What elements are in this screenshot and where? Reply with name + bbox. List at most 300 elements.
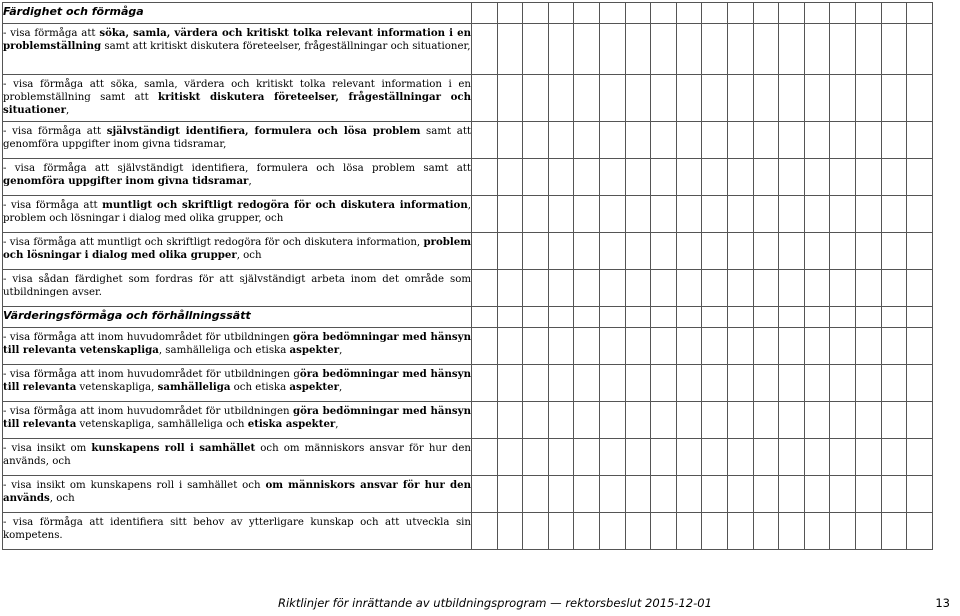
checkbox-cell[interactable]	[548, 270, 574, 307]
checkbox-cell[interactable]	[676, 233, 702, 270]
checkbox-cell[interactable]	[881, 476, 907, 513]
checkbox-cell[interactable]	[625, 307, 651, 328]
checkbox-cell[interactable]	[651, 307, 677, 328]
checkbox-cell[interactable]	[907, 233, 933, 270]
checkbox-cell[interactable]	[830, 402, 856, 439]
checkbox-cell[interactable]	[523, 270, 549, 307]
checkbox-cell[interactable]	[574, 75, 600, 122]
checkbox-cell[interactable]	[625, 75, 651, 122]
checkbox-cell[interactable]	[753, 307, 779, 328]
criterion-cell	[3, 270, 472, 307]
checkbox-cell[interactable]	[599, 307, 625, 328]
checkbox-cell[interactable]	[881, 307, 907, 328]
checkbox-cell[interactable]	[574, 196, 600, 233]
checkbox-cell[interactable]	[523, 513, 549, 550]
checkbox-cell[interactable]	[574, 24, 600, 75]
checkbox-cell[interactable]	[804, 122, 830, 159]
checkbox-cell[interactable]	[548, 159, 574, 196]
checkbox-cell[interactable]	[779, 402, 805, 439]
checkbox-cell[interactable]	[625, 3, 651, 24]
checkbox-cell[interactable]	[472, 196, 498, 233]
plain-text: - visa förmåga att	[3, 28, 100, 39]
checkbox-cell[interactable]	[472, 3, 498, 24]
checkbox-cell[interactable]	[574, 233, 600, 270]
checkbox-cell[interactable]	[804, 513, 830, 550]
criterion-cell	[3, 328, 472, 365]
checkbox-cell[interactable]	[830, 159, 856, 196]
checkbox-cell[interactable]	[753, 122, 779, 159]
plain-text: - visa förmåga att muntligt och skriftligt redogöra för och diskutera information,	[3, 237, 424, 248]
checkbox-cell[interactable]	[702, 328, 728, 365]
checkbox-cell[interactable]	[574, 365, 600, 402]
checkbox-cell[interactable]	[497, 307, 523, 328]
checkbox-cell[interactable]	[625, 328, 651, 365]
checkbox-cell[interactable]	[651, 196, 677, 233]
checkbox-cell[interactable]	[523, 402, 549, 439]
checkbox-cell[interactable]	[804, 328, 830, 365]
checkbox-cell[interactable]	[599, 233, 625, 270]
checkbox-cell[interactable]	[523, 75, 549, 122]
checkbox-cell[interactable]	[702, 270, 728, 307]
checkbox-cell[interactable]	[779, 439, 805, 476]
checkbox-cell[interactable]	[907, 513, 933, 550]
checkbox-cell[interactable]	[727, 3, 753, 24]
checkbox-cell[interactable]	[523, 233, 549, 270]
checkbox-cell[interactable]	[855, 328, 881, 365]
section-heading-cell	[3, 307, 472, 328]
checkbox-cell[interactable]	[753, 402, 779, 439]
checkbox-cell[interactable]	[574, 402, 600, 439]
emphasis-text: muntligt och skriftligt redogöra för och diskutera information	[102, 199, 468, 211]
checkbox-cell[interactable]	[727, 476, 753, 513]
checkbox-cell[interactable]	[727, 233, 753, 270]
checkbox-cell[interactable]	[804, 402, 830, 439]
checkbox-cell[interactable]	[651, 476, 677, 513]
checkbox-cell[interactable]	[676, 328, 702, 365]
checkbox-cell[interactable]	[599, 24, 625, 75]
checkbox-cell[interactable]	[753, 328, 779, 365]
checkbox-cell[interactable]	[497, 75, 523, 122]
checkbox-cell[interactable]	[881, 3, 907, 24]
checkbox-cell[interactable]	[753, 270, 779, 307]
checkbox-cell[interactable]	[907, 122, 933, 159]
checkbox-cell[interactable]	[779, 307, 805, 328]
checkbox-cell[interactable]	[523, 196, 549, 233]
checkbox-cell[interactable]	[881, 233, 907, 270]
checkbox-cell[interactable]	[625, 270, 651, 307]
checkbox-cell[interactable]	[804, 307, 830, 328]
checkbox-cell[interactable]	[676, 122, 702, 159]
checkbox-cell[interactable]	[651, 3, 677, 24]
checkbox-cell[interactable]	[548, 233, 574, 270]
checkbox-cell[interactable]	[727, 159, 753, 196]
checkbox-cell[interactable]	[676, 159, 702, 196]
checkbox-cell[interactable]	[497, 159, 523, 196]
checkbox-cell[interactable]	[779, 196, 805, 233]
checkbox-cell[interactable]	[727, 513, 753, 550]
criterion-cell	[3, 365, 472, 402]
checkbox-cell[interactable]	[727, 196, 753, 233]
checkbox-cell[interactable]	[472, 122, 498, 159]
checkbox-cell[interactable]	[804, 75, 830, 122]
checkbox-cell[interactable]	[472, 307, 498, 328]
checkbox-cell[interactable]	[676, 24, 702, 75]
checkbox-cell[interactable]	[625, 476, 651, 513]
checkbox-cell[interactable]	[599, 328, 625, 365]
checkbox-cell[interactable]	[855, 439, 881, 476]
checkbox-cell[interactable]	[830, 476, 856, 513]
checkbox-cell[interactable]	[497, 122, 523, 159]
checkbox-cell[interactable]	[907, 402, 933, 439]
checkbox-cell[interactable]	[625, 24, 651, 75]
plain-text: vetenskapliga,	[76, 382, 158, 393]
checkbox-cell[interactable]	[625, 513, 651, 550]
checkbox-cell[interactable]	[753, 3, 779, 24]
checkbox-cell[interactable]	[651, 233, 677, 270]
checkbox-cell[interactable]	[574, 122, 600, 159]
checkbox-cell[interactable]	[727, 75, 753, 122]
checkbox-cell[interactable]	[907, 365, 933, 402]
checkbox-cell[interactable]	[855, 3, 881, 24]
criterion-text	[3, 196, 471, 229]
checkbox-cell[interactable]	[497, 439, 523, 476]
checkbox-cell[interactable]	[830, 328, 856, 365]
checkbox-cell[interactable]	[881, 439, 907, 476]
checkbox-cell[interactable]	[907, 3, 933, 24]
checkbox-cell[interactable]	[472, 270, 498, 307]
plain-text: , problem och lösningar i dialog med olika grupper, och	[3, 200, 471, 224]
checkbox-cell[interactable]	[548, 307, 574, 328]
checkbox-cell[interactable]	[855, 159, 881, 196]
checkbox-cell[interactable]	[523, 24, 549, 75]
checkbox-cell[interactable]	[804, 439, 830, 476]
checkbox-cell[interactable]	[907, 196, 933, 233]
checkbox-cell[interactable]	[753, 365, 779, 402]
checkbox-cell[interactable]	[753, 75, 779, 122]
checkbox-cell[interactable]	[779, 3, 805, 24]
plain-text: , och	[236, 250, 262, 261]
checkbox-cell[interactable]	[830, 365, 856, 402]
checkbox-cell[interactable]	[855, 196, 881, 233]
checkbox-cell[interactable]	[676, 270, 702, 307]
checkbox-cell[interactable]	[548, 24, 574, 75]
checkbox-cell[interactable]	[548, 3, 574, 24]
checkbox-cell[interactable]	[472, 75, 498, 122]
checkbox-cell[interactable]	[830, 75, 856, 122]
checkbox-cell[interactable]	[702, 233, 728, 270]
checkbox-cell[interactable]	[651, 75, 677, 122]
checkbox-cell[interactable]	[625, 196, 651, 233]
checkbox-cell[interactable]	[779, 233, 805, 270]
checkbox-cell[interactable]	[881, 196, 907, 233]
checkbox-cell[interactable]	[702, 513, 728, 550]
checkbox-cell[interactable]	[497, 233, 523, 270]
section-heading-row	[3, 3, 933, 24]
checkbox-cell[interactable]	[779, 365, 805, 402]
checkbox-cell[interactable]	[753, 439, 779, 476]
checkbox-cell[interactable]	[676, 439, 702, 476]
checkbox-cell[interactable]	[651, 513, 677, 550]
checkbox-cell[interactable]	[574, 159, 600, 196]
checkbox-cell[interactable]	[625, 122, 651, 159]
checkbox-cell[interactable]	[625, 365, 651, 402]
criterion-row	[3, 402, 933, 439]
checkbox-cell[interactable]	[574, 270, 600, 307]
checkbox-cell[interactable]	[472, 513, 498, 550]
checkbox-cell[interactable]	[676, 75, 702, 122]
checkbox-cell[interactable]	[907, 75, 933, 122]
checkbox-cell[interactable]	[599, 476, 625, 513]
checkbox-cell[interactable]	[779, 513, 805, 550]
emphasis-text: söka, samla, värdera och kritiskt tolka relevant information i en problemställning	[3, 27, 471, 52]
checkbox-cell[interactable]	[702, 476, 728, 513]
checkbox-cell[interactable]	[702, 365, 728, 402]
checkbox-cell[interactable]	[676, 196, 702, 233]
checkbox-cell[interactable]	[753, 159, 779, 196]
checkbox-cell[interactable]	[702, 307, 728, 328]
checkbox-cell[interactable]	[855, 476, 881, 513]
checkbox-cell[interactable]	[907, 270, 933, 307]
checkbox-cell[interactable]	[804, 3, 830, 24]
checkbox-cell[interactable]	[651, 328, 677, 365]
checkbox-cell[interactable]	[855, 24, 881, 75]
checkbox-cell[interactable]	[855, 270, 881, 307]
checkbox-cell[interactable]	[881, 513, 907, 550]
checkbox-cell[interactable]	[907, 439, 933, 476]
checkbox-cell[interactable]	[625, 159, 651, 196]
checkbox-cell[interactable]	[727, 270, 753, 307]
checkbox-cell[interactable]	[548, 476, 574, 513]
checkbox-cell[interactable]	[651, 439, 677, 476]
checkbox-cell[interactable]	[753, 476, 779, 513]
checkbox-cell[interactable]	[702, 196, 728, 233]
checkbox-cell[interactable]	[702, 159, 728, 196]
checkbox-cell[interactable]	[753, 233, 779, 270]
checkbox-cell[interactable]	[472, 159, 498, 196]
checkbox-cell[interactable]	[599, 365, 625, 402]
checkbox-cell[interactable]	[651, 122, 677, 159]
checkbox-cell[interactable]	[676, 402, 702, 439]
checkbox-cell[interactable]	[651, 402, 677, 439]
criterion-text	[3, 439, 471, 472]
checkbox-cell[interactable]	[779, 159, 805, 196]
checkbox-cell[interactable]	[599, 75, 625, 122]
criterion-text	[3, 513, 471, 546]
checkbox-cell[interactable]	[625, 439, 651, 476]
checkbox-cell[interactable]	[574, 476, 600, 513]
checkbox-cell[interactable]	[599, 270, 625, 307]
checkbox-cell[interactable]	[855, 513, 881, 550]
plain-text: - visa förmåga att identifiera sitt behov av ytterligare kunskap och att utveckla sin kompetens.	[3, 517, 471, 541]
criterion-cell	[3, 159, 472, 196]
checkbox-cell[interactable]	[702, 3, 728, 24]
checkbox-cell[interactable]	[881, 328, 907, 365]
checkbox-cell[interactable]	[574, 328, 600, 365]
checkbox-cell[interactable]	[830, 3, 856, 24]
checkbox-cell[interactable]	[676, 513, 702, 550]
checkbox-cell[interactable]	[472, 24, 498, 75]
checkbox-cell[interactable]	[779, 270, 805, 307]
checkbox-cell[interactable]	[702, 439, 728, 476]
checkbox-cell[interactable]	[523, 122, 549, 159]
checkbox-cell[interactable]	[804, 159, 830, 196]
section-heading: Värderingsförmåga och förhållningssätt	[3, 309, 251, 322]
checkbox-cell[interactable]	[907, 307, 933, 328]
checkbox-cell[interactable]	[753, 513, 779, 550]
checkbox-cell[interactable]	[855, 75, 881, 122]
checkbox-cell[interactable]	[779, 75, 805, 122]
checkbox-cell[interactable]	[881, 402, 907, 439]
checkbox-cell[interactable]	[804, 196, 830, 233]
checkbox-cell[interactable]	[497, 24, 523, 75]
checkbox-cell[interactable]	[727, 122, 753, 159]
checkbox-cell[interactable]	[472, 439, 498, 476]
checkbox-cell[interactable]	[830, 307, 856, 328]
checkbox-cell[interactable]	[625, 402, 651, 439]
checkbox-cell[interactable]	[497, 3, 523, 24]
checkbox-cell[interactable]	[548, 75, 574, 122]
checkbox-cell[interactable]	[881, 24, 907, 75]
checkbox-cell[interactable]	[548, 439, 574, 476]
checkbox-cell[interactable]	[497, 365, 523, 402]
checkbox-cell[interactable]	[727, 402, 753, 439]
checkbox-cell[interactable]	[523, 365, 549, 402]
checkbox-cell[interactable]	[676, 3, 702, 24]
checkbox-cell[interactable]	[548, 402, 574, 439]
checkbox-cell[interactable]	[702, 75, 728, 122]
checkbox-cell[interactable]	[702, 24, 728, 75]
checkbox-cell[interactable]	[548, 196, 574, 233]
checkbox-cell[interactable]	[907, 328, 933, 365]
checkbox-cell[interactable]	[523, 328, 549, 365]
criterion-text	[3, 476, 471, 509]
checkbox-cell[interactable]	[599, 439, 625, 476]
checkbox-cell[interactable]	[804, 24, 830, 75]
checkbox-cell[interactable]	[727, 365, 753, 402]
section-heading-cell	[3, 3, 472, 24]
checkbox-cell[interactable]	[804, 365, 830, 402]
checkbox-cell[interactable]	[830, 24, 856, 75]
checkbox-cell[interactable]	[472, 233, 498, 270]
checkbox-cell[interactable]	[830, 196, 856, 233]
emphasis-text: samhälleliga	[157, 381, 231, 393]
checkbox-cell[interactable]	[907, 476, 933, 513]
checkbox-cell[interactable]	[779, 122, 805, 159]
checkbox-cell[interactable]	[497, 513, 523, 550]
checkbox-cell[interactable]	[651, 365, 677, 402]
checkbox-cell[interactable]	[702, 402, 728, 439]
checkbox-cell[interactable]	[676, 307, 702, 328]
checkbox-cell[interactable]	[753, 196, 779, 233]
checkbox-cell[interactable]	[497, 476, 523, 513]
criterion-row	[3, 270, 933, 307]
checkbox-cell[interactable]	[727, 328, 753, 365]
page-number: 13	[935, 596, 950, 610]
checkbox-cell[interactable]	[727, 307, 753, 328]
checkbox-cell[interactable]	[574, 439, 600, 476]
checkbox-cell[interactable]	[548, 365, 574, 402]
checkbox-cell[interactable]	[497, 328, 523, 365]
checkbox-cell[interactable]	[881, 122, 907, 159]
checkbox-cell[interactable]	[881, 75, 907, 122]
checkbox-cell[interactable]	[804, 270, 830, 307]
checkbox-cell[interactable]	[881, 365, 907, 402]
checkbox-cell[interactable]	[804, 476, 830, 513]
checkbox-cell[interactable]	[779, 476, 805, 513]
checkbox-cell[interactable]	[830, 122, 856, 159]
checkbox-cell[interactable]	[676, 365, 702, 402]
checkbox-cell[interactable]	[548, 513, 574, 550]
checkbox-cell[interactable]	[599, 513, 625, 550]
checkbox-cell[interactable]	[523, 476, 549, 513]
checkbox-cell[interactable]	[830, 233, 856, 270]
checkbox-cell[interactable]	[855, 365, 881, 402]
checkbox-cell[interactable]	[497, 270, 523, 307]
checkbox-cell[interactable]	[599, 3, 625, 24]
checkbox-cell[interactable]	[907, 24, 933, 75]
checkbox-cell[interactable]	[676, 476, 702, 513]
checkbox-cell[interactable]	[472, 402, 498, 439]
checkbox-cell[interactable]	[625, 233, 651, 270]
checkbox-cell[interactable]	[855, 402, 881, 439]
emphasis-text: göra bedömningar med hänsyn till relevanta vetenskapliga	[3, 331, 471, 356]
checkbox-cell[interactable]	[523, 3, 549, 24]
checkbox-cell[interactable]	[574, 3, 600, 24]
checkbox-cell[interactable]	[855, 307, 881, 328]
checkbox-cell[interactable]	[472, 328, 498, 365]
checkbox-cell[interactable]	[497, 402, 523, 439]
checkbox-cell[interactable]	[804, 233, 830, 270]
checkbox-cell[interactable]	[599, 122, 625, 159]
checkbox-cell[interactable]	[830, 439, 856, 476]
emphasis-text: aspekter	[289, 344, 340, 356]
checkbox-cell[interactable]	[574, 513, 600, 550]
checkbox-cell[interactable]	[523, 439, 549, 476]
checkbox-cell[interactable]	[497, 196, 523, 233]
emphasis-text: etiska aspekter	[247, 418, 336, 430]
checkbox-cell[interactable]	[599, 159, 625, 196]
criterion-text	[3, 402, 471, 435]
checkbox-cell[interactable]	[472, 365, 498, 402]
checkbox-cell[interactable]	[779, 328, 805, 365]
checkbox-cell[interactable]	[830, 513, 856, 550]
checkbox-cell[interactable]	[651, 270, 677, 307]
checkbox-cell[interactable]	[574, 307, 600, 328]
checkbox-cell[interactable]	[548, 328, 574, 365]
checkbox-cell[interactable]	[651, 159, 677, 196]
checkbox-cell[interactable]	[779, 24, 805, 75]
checkbox-cell[interactable]	[855, 122, 881, 159]
checkbox-cell[interactable]	[855, 233, 881, 270]
checkbox-cell[interactable]	[523, 159, 549, 196]
checkbox-cell[interactable]	[881, 159, 907, 196]
emphasis-text: kunskapens roll i samhället	[91, 442, 256, 454]
checkbox-cell[interactable]	[907, 159, 933, 196]
checkbox-cell[interactable]	[727, 439, 753, 476]
checkbox-cell[interactable]	[830, 270, 856, 307]
checkbox-cell[interactable]	[727, 24, 753, 75]
checkbox-cell[interactable]	[651, 24, 677, 75]
checkbox-cell[interactable]	[548, 122, 574, 159]
checkbox-cell[interactable]	[753, 24, 779, 75]
checkbox-cell[interactable]	[472, 476, 498, 513]
checkbox-cell[interactable]	[702, 122, 728, 159]
checkbox-cell[interactable]	[599, 402, 625, 439]
plain-text: - visa förmåga att inom huvudområdet för utbildningen	[3, 406, 293, 417]
checkbox-cell[interactable]	[881, 270, 907, 307]
checkbox-cell[interactable]	[523, 307, 549, 328]
checkbox-cell[interactable]	[599, 196, 625, 233]
